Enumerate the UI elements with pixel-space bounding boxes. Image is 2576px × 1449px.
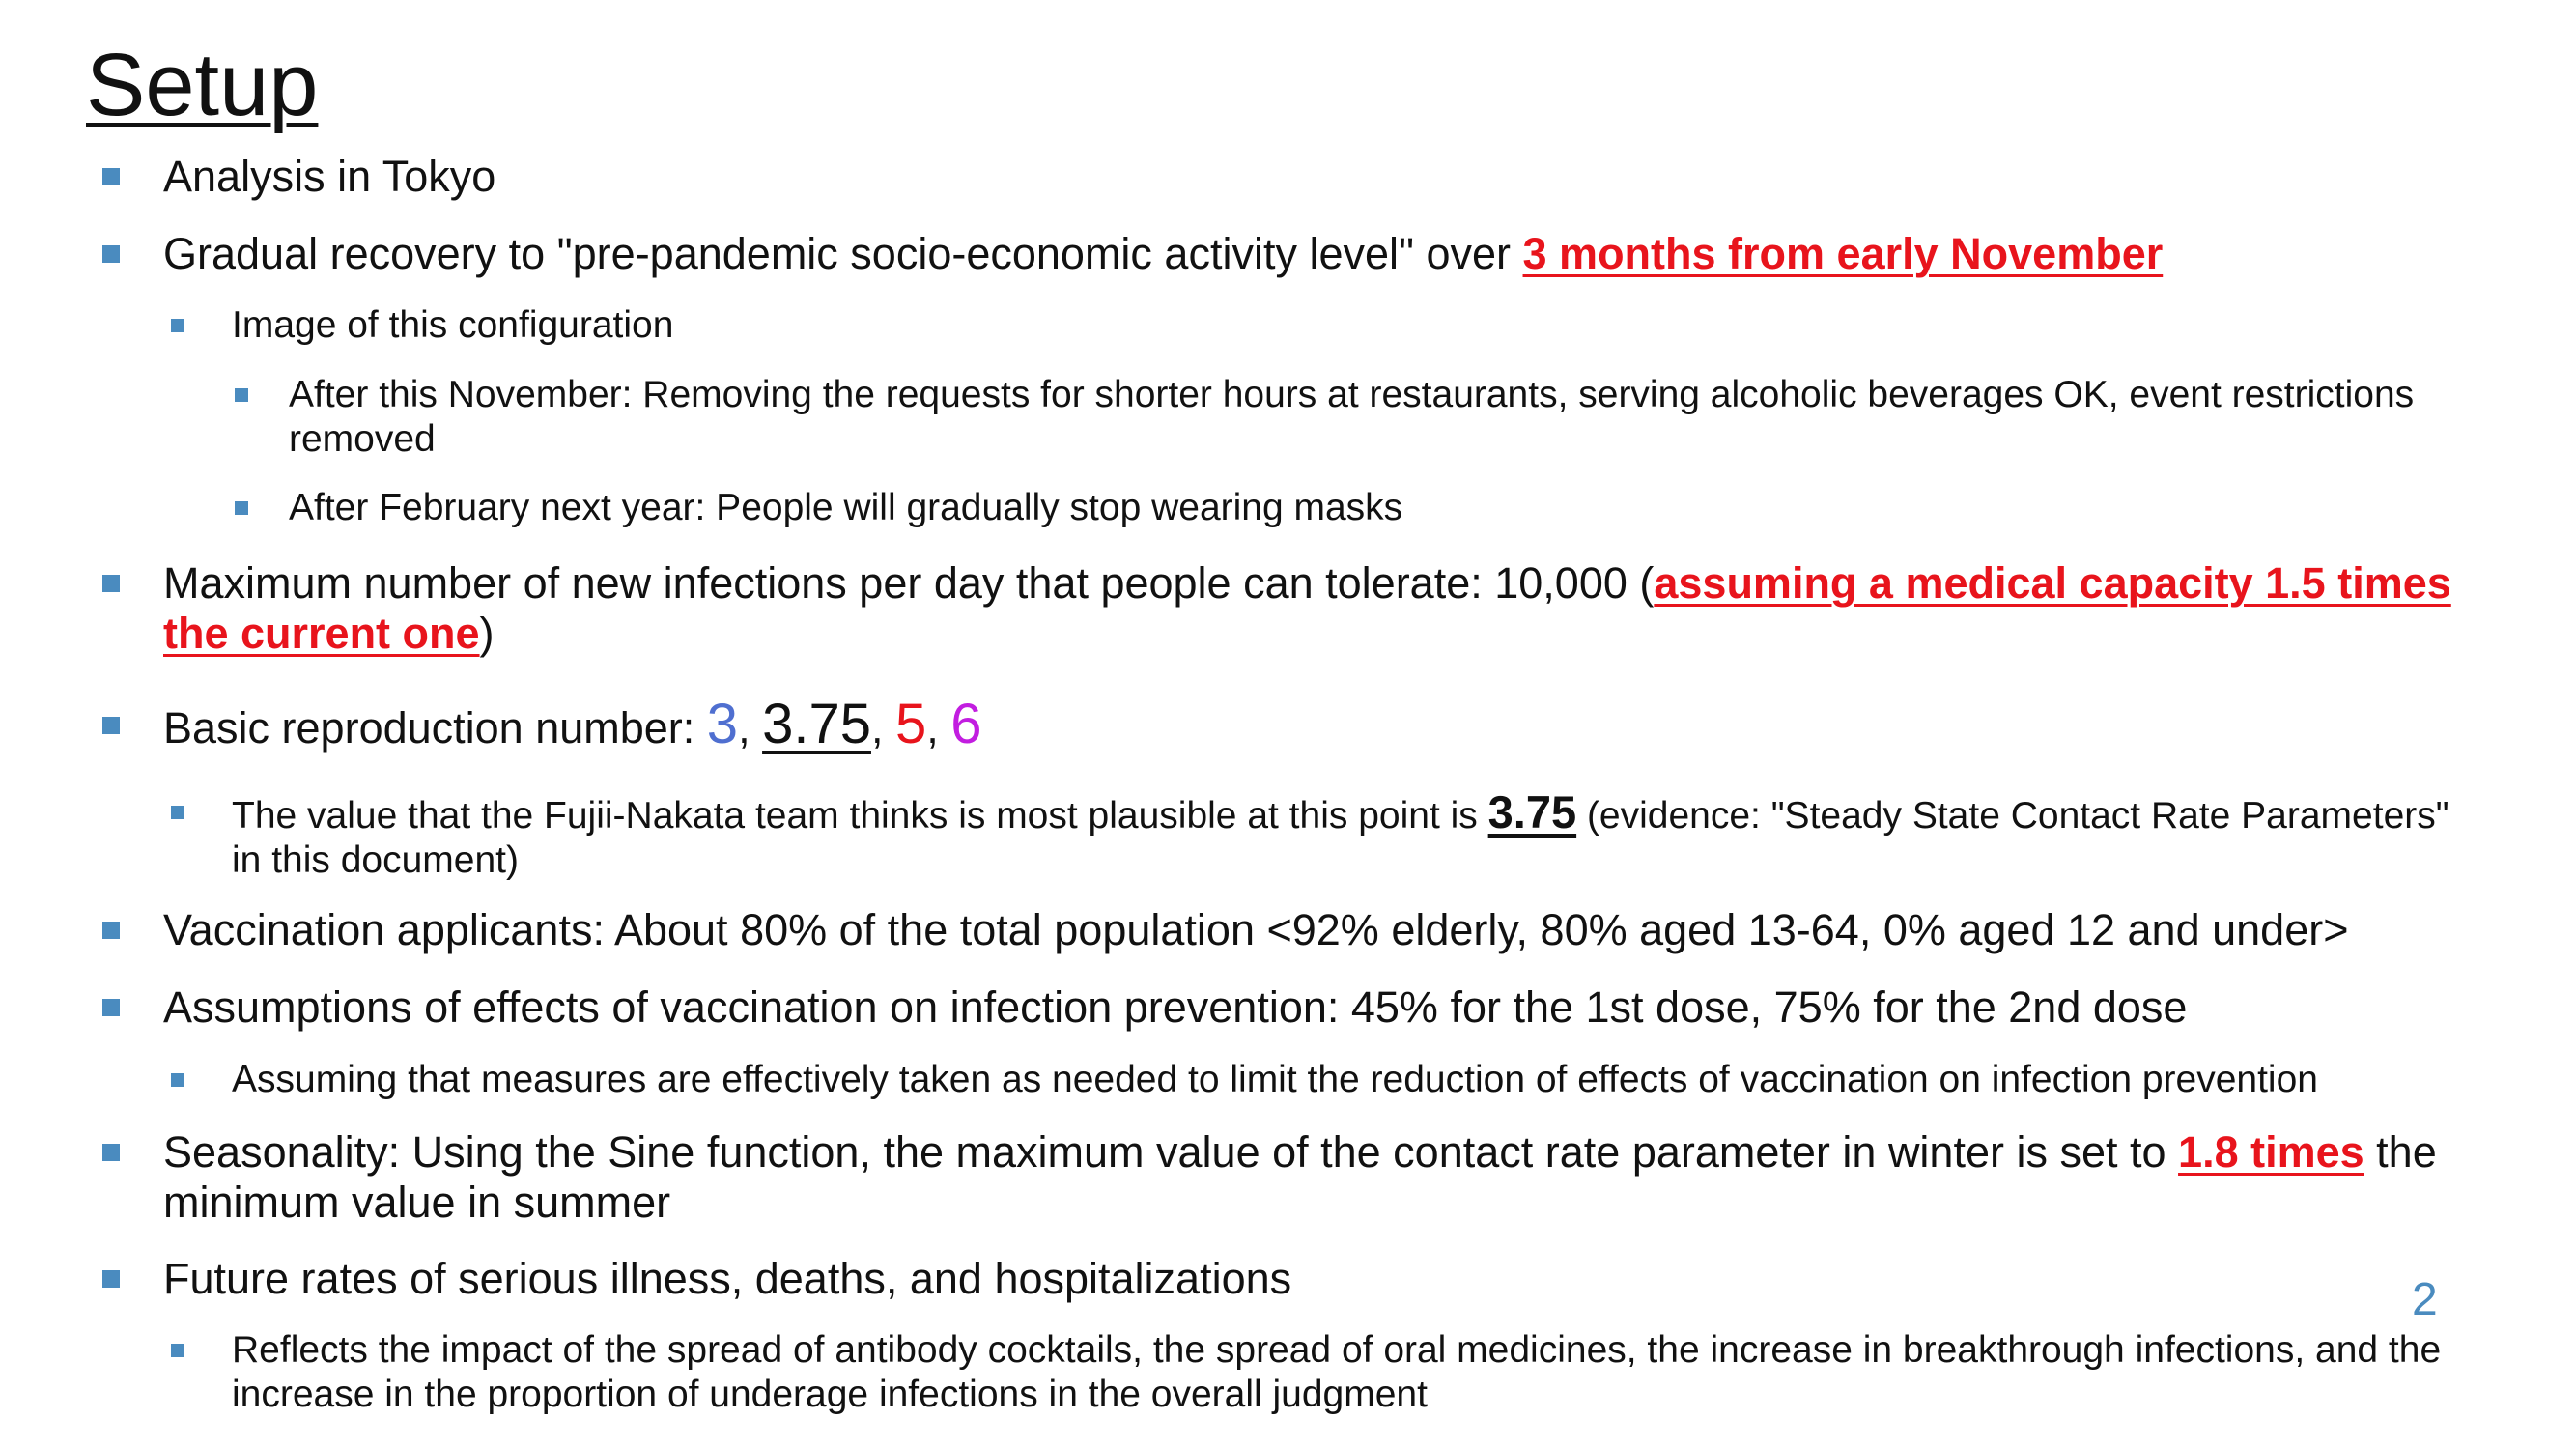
bullet-text: Future rates of serious illness, deaths, and hospitalizations [163,1254,1292,1303]
bullet-text: After February next year: People will gradually stop wearing masks [289,487,1403,528]
bullet-text: Assuming that measures are effectively taken as needed to limit the reduction of effects of vaccination on infection prevention [232,1059,2318,1100]
sub-bullet-plausible-value [232,786,2482,883]
highlight-medical-capacity: assuming a medical capacity 1.5 times the current one [163,558,2451,658]
highlight-duration: 3 months from early November [1522,229,2164,278]
separator: , [738,703,763,753]
page-title: Setup [86,36,319,134]
bullet-text: Basic reproduction number: [163,703,707,753]
bullet-marker [102,575,120,592]
r0-value-5: 5 [894,693,927,755]
bullet-vaccination-applicants [163,905,2520,955]
bullet-marker [102,999,120,1016]
sub-bullet-measures [232,1058,2482,1102]
bullet-text: Assumptions of effects of vaccination on infection prevention: 45% for the 1st dose, 75% for the 2nd dose [163,982,2188,1032]
bullet-marker [235,501,248,515]
bullet-text: After this November: Removing the requests for shorter hours at restaurants, serving alcoholic beverages OK, event restrictions removed [289,374,2415,460]
bullet-gradual-recovery [163,229,2520,279]
bullet-marker [102,168,120,185]
bullet-marker [102,245,120,263]
bullet-text-end: the minimum value in summer [163,1127,2437,1227]
r0-value-3: 3 [706,693,739,755]
bullet-max-infections [163,558,2520,659]
emphasis-value: 3.75 [1487,786,1577,838]
sub-bullet-configuration-image [232,303,2482,348]
bullet-marker [102,1270,120,1288]
bullet-marker [171,806,184,819]
r0-value-3-75: 3.75 [762,693,871,755]
bullet-marker [102,717,120,734]
bullet-seasonality [163,1127,2520,1228]
sub-bullet-impact [232,1328,2482,1417]
bullet-text: Vaccination applicants: About 80% of the total population <92% elderly, 80% aged 13-64, 0% aged 12 and under> [163,905,2349,954]
bullet-marker [171,319,184,332]
bullet-vaccination-effects [163,982,2520,1033]
bullet-marker [235,388,248,402]
separator: , [926,703,951,753]
bullet-text: Analysis in Tokyo [163,152,496,201]
highlight-seasonality-factor: 1.8 times [2178,1127,2364,1177]
page-number: 2 [2412,1274,2438,1325]
sub-sub-bullet-november [289,373,2443,462]
bullet-marker [171,1073,184,1087]
bullet-marker [102,1144,120,1161]
bullet-text: Seasonality: Using the Sine function, the maximum value of the contact rate parameter in winter is set to [163,1127,2179,1177]
bullet-text-end: (evidence: "Steady State Contact Rate Parameters" in this document) [232,795,2449,881]
bullet-text: The value that the Fujii-Nakata team thinks is most plausible at this point is [232,795,1488,837]
bullet-marker [102,922,120,939]
bullet-analysis-location [163,152,2520,202]
bullet-future-rates [163,1254,2520,1304]
bullet-text: Reflects the impact of the spread of antibody cocktails, the spread of oral medicines, the increase in breakthrough infections, and the increase in the proportion of underage infections in the overall judgment [232,1329,2442,1415]
bullet-marker [171,1344,184,1357]
bullet-reproduction-number [163,694,2520,759]
separator: , [870,703,895,753]
bullet-text: Maximum number of new infections per day that people can tolerate: 10,000 ( [163,558,1655,608]
bullet-text: Image of this configuration [232,304,674,346]
sub-sub-bullet-february [289,486,2443,530]
bullet-text: Gradual recovery to "pre-pandemic socio-economic activity level" over [163,229,1523,278]
r0-value-6: 6 [950,693,982,755]
bullet-text-end: ) [479,609,495,658]
